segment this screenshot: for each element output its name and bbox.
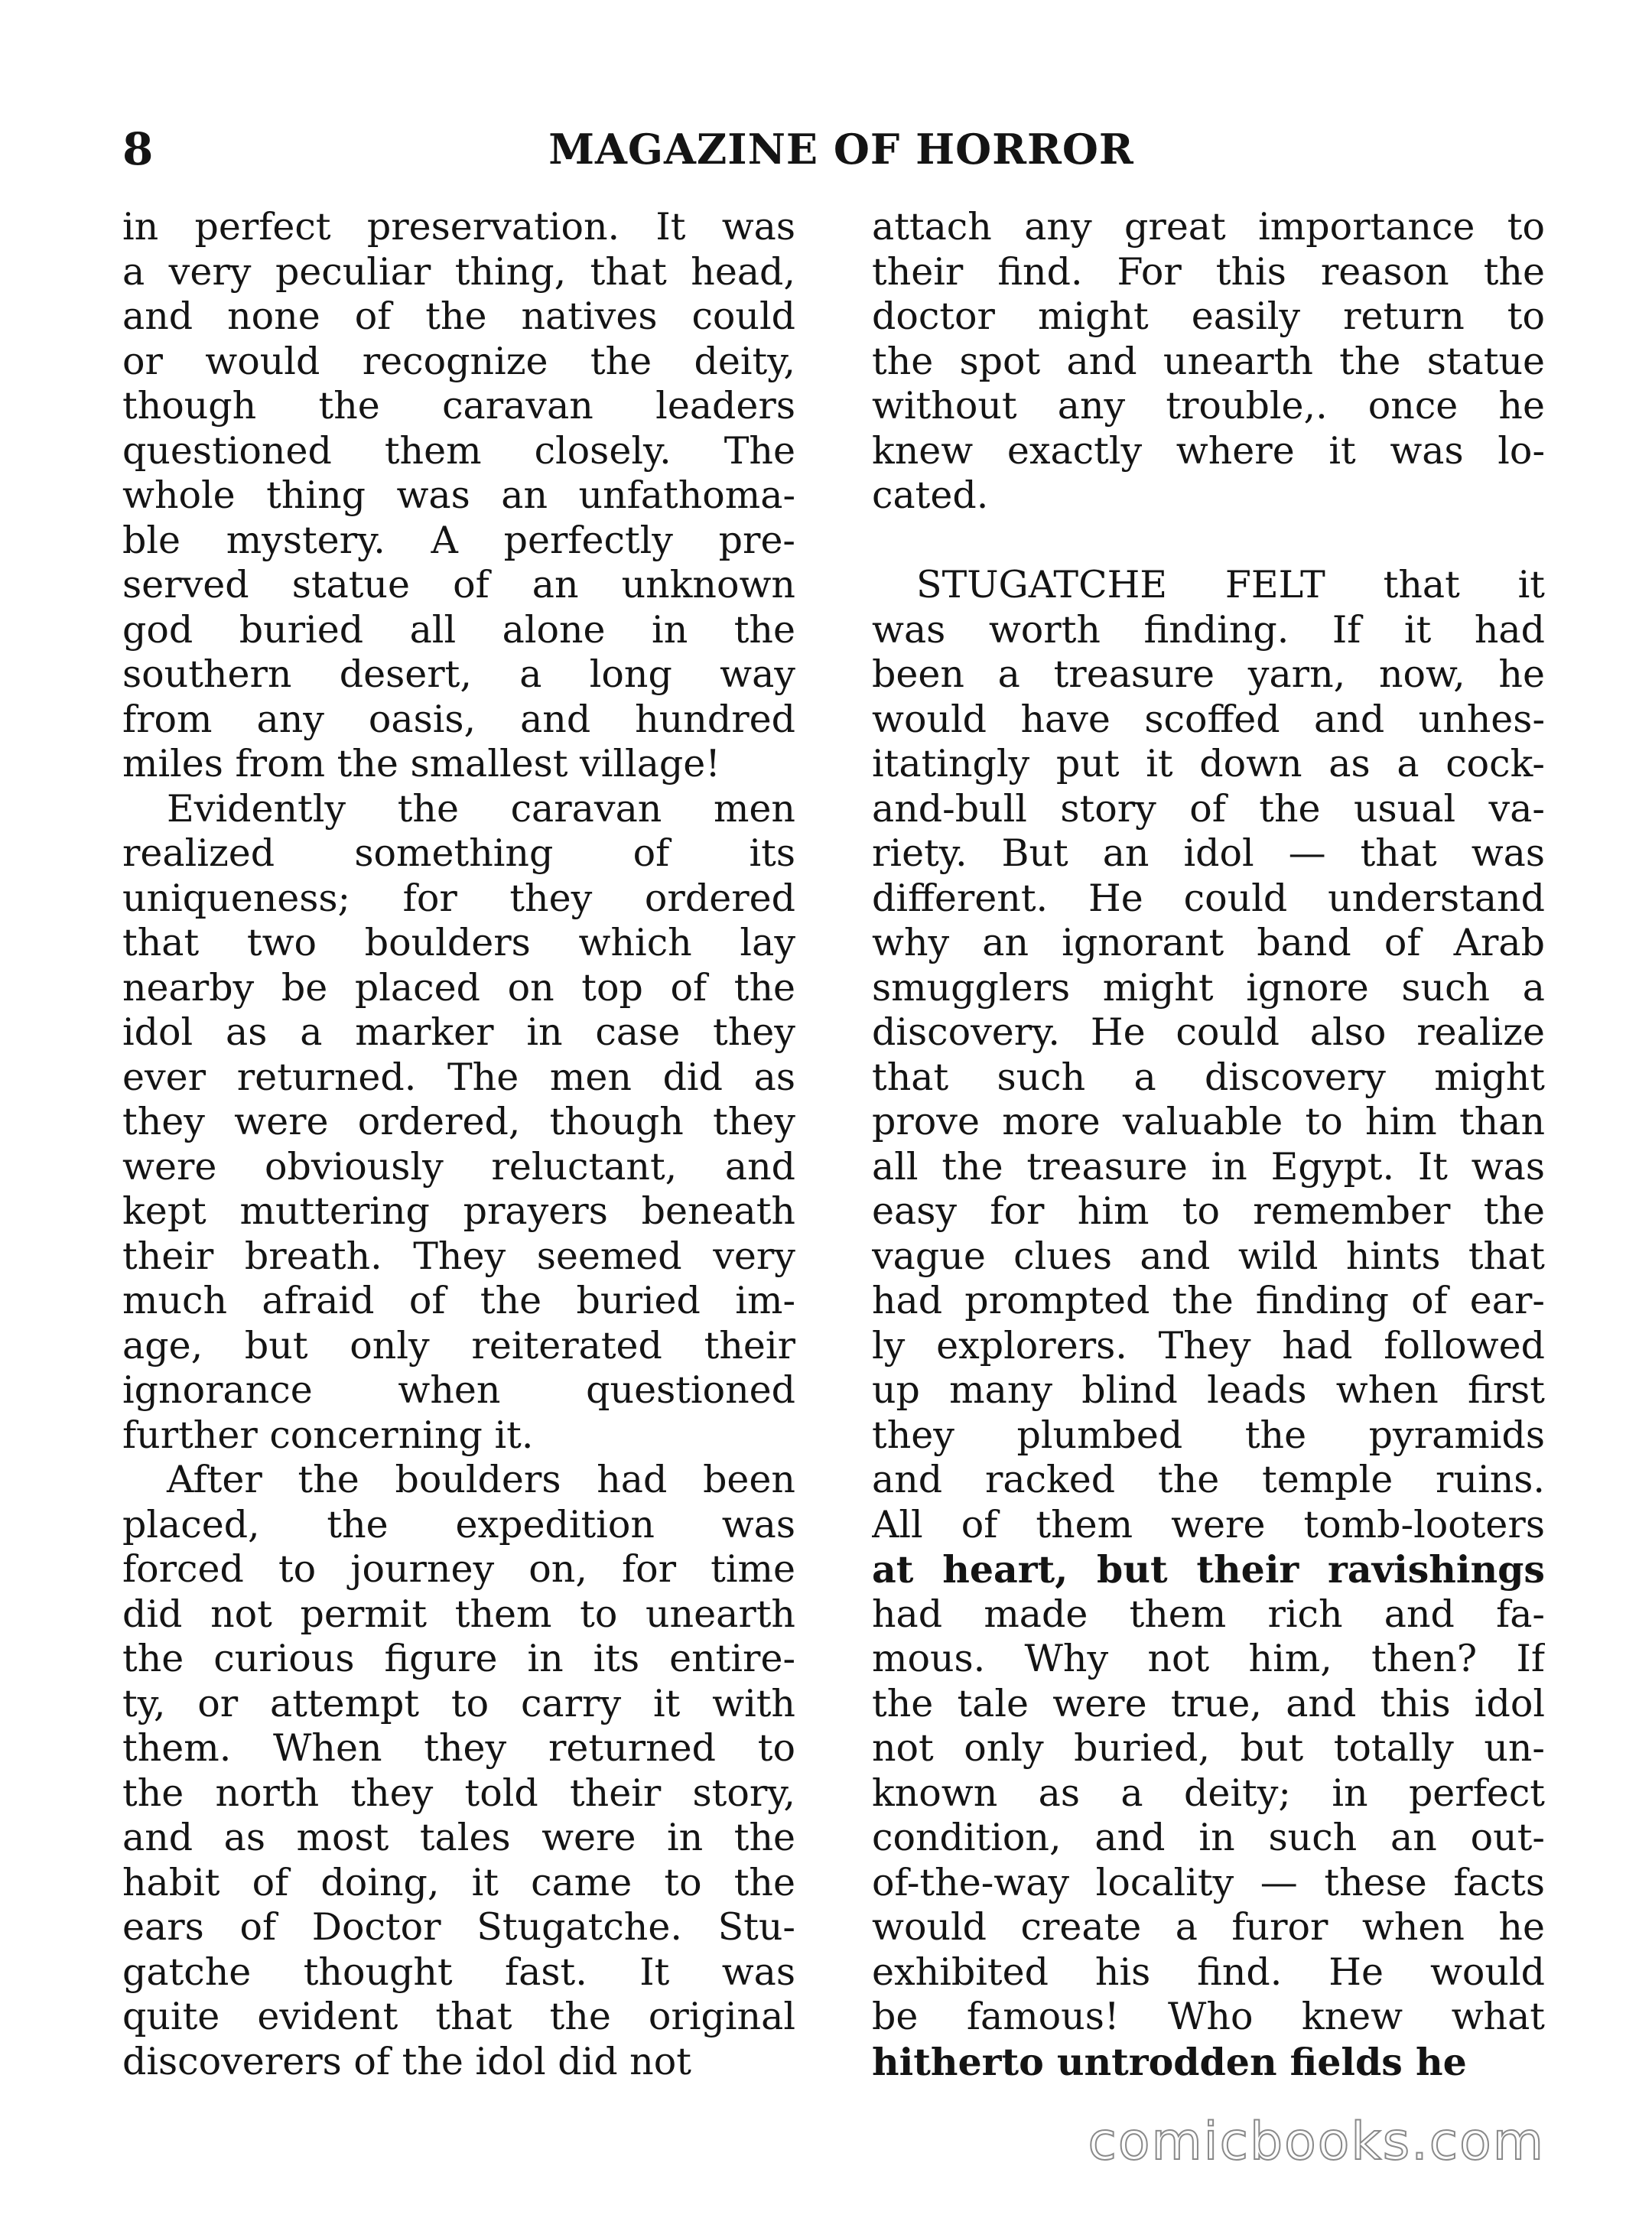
text-line: at heart, but their ravishings xyxy=(872,1547,1545,1592)
text-line: age, but only reiterated their xyxy=(122,1323,795,1368)
text-line: ly explorers. They had followed xyxy=(872,1323,1545,1368)
text-line: and none of the natives could xyxy=(122,294,795,338)
text-line: mous. Why not him, then? If xyxy=(872,1637,1545,1680)
text-line: doctor might easily return to xyxy=(872,294,1545,338)
text-line: discoverers of the idol did not xyxy=(122,2039,691,2083)
text-line: their breath. They seemed very xyxy=(122,1234,795,1278)
text-line: had made them rich and fa- xyxy=(872,1592,1545,1636)
text-line: of-the-way locality — these facts xyxy=(872,1860,1545,1904)
text-line: exhibited his find. He would xyxy=(872,1950,1545,1994)
watermark-logo: comicbooks.com xyxy=(1088,2112,1545,2172)
text-line: be famous! Who knew what xyxy=(872,1995,1545,2038)
text-line: forced to journey on, for time xyxy=(122,1547,795,1591)
text-line: in perfect preservation. It was xyxy=(122,205,795,249)
text-line: without any trouble,. once he xyxy=(872,384,1545,428)
text-line: southern desert, a long way xyxy=(122,652,795,696)
text-line: served statue of an unknown xyxy=(122,563,795,607)
text-line: they were ordered, though they xyxy=(122,1100,795,1143)
text-line: would create a furor when he xyxy=(872,1905,1545,1949)
text-line: vague clues and wild hints that xyxy=(872,1234,1545,1278)
page-header xyxy=(122,115,1560,184)
text-line: cated. xyxy=(872,473,989,517)
text-line: uniqueness; for they ordered xyxy=(122,876,795,920)
text-line: and as most tales were in the xyxy=(122,1816,795,1859)
text-line: habit of doing, it came to the xyxy=(122,1860,795,1904)
text-line: up many blind leads when first xyxy=(872,1368,1545,1412)
text-line: the tale were true, and this idol xyxy=(872,1681,1545,1725)
text-line: ble mystery. A perfectly pre- xyxy=(122,518,795,562)
text-line: the spot and unearth the statue xyxy=(872,339,1545,383)
text-line: ignorance when questioned xyxy=(122,1368,795,1412)
text-line: attach any great importance to xyxy=(872,205,1545,249)
text-line: discovery. He could also realize xyxy=(872,1010,1545,1054)
text-line: hitherto untrodden fields he xyxy=(872,2039,1467,2084)
text-line: been a treasure yarn, now, he xyxy=(872,652,1545,696)
text-line: their find. For this reason the xyxy=(872,249,1545,294)
text-line: them. When they returned to xyxy=(122,1726,795,1770)
text-line: miles from the smallest village! xyxy=(122,742,720,785)
text-line: questioned them closely. The xyxy=(122,428,795,473)
text-line: they plumbed the pyramids xyxy=(872,1413,1545,1457)
text-line: all the treasure in Egypt. It was xyxy=(872,1144,1545,1189)
text-line: whole thing was an unfathoma- xyxy=(122,473,795,517)
text-line: much afraid of the buried im- xyxy=(122,1279,795,1322)
text-line: gatche thought fast. It was xyxy=(122,1950,795,1994)
right-text-column xyxy=(872,205,1545,2084)
text-line: not only buried, but totally un- xyxy=(872,1726,1545,1770)
text-line: god buried all alone in the xyxy=(122,607,795,652)
text-line: the north they told their story, xyxy=(122,1771,795,1815)
text-line: STUGATCHE FELT that it xyxy=(916,563,1545,607)
text-line: why an ignorant band of Arab xyxy=(872,921,1545,964)
text-line: Evidently the caravan men xyxy=(167,786,795,831)
text-line: did not permit them to unearth xyxy=(122,1592,795,1636)
text-line: placed, the expedition was xyxy=(122,1502,795,1546)
left-text-column xyxy=(122,205,795,2084)
text-line: kept muttering prayers beneath xyxy=(122,1189,795,1233)
text-line xyxy=(872,519,1545,564)
text-line: ever returned. The men did as xyxy=(122,1055,795,1099)
text-line: known as a deity; in perfect xyxy=(872,1771,1545,1815)
text-line: was worth finding. If it had xyxy=(872,607,1545,652)
text-line: were obviously reluctant, and xyxy=(122,1144,795,1189)
text-line: the curious figure in its entire- xyxy=(122,1637,795,1680)
text-line: had prompted the finding of ear- xyxy=(872,1279,1545,1322)
text-line: prove more valuable to him than xyxy=(872,1100,1545,1143)
text-line: ears of Doctor Stugatche. Stu- xyxy=(122,1905,795,1949)
text-line: or would recognize the deity, xyxy=(122,339,795,383)
text-line: nearby be placed on top of the xyxy=(122,965,795,1010)
text-line: would have scoffed and unhes- xyxy=(872,697,1545,741)
text-line: All of them were tomb-looters xyxy=(872,1502,1545,1546)
text-line: a very peculiar thing, that head, xyxy=(122,249,795,294)
text-line: further concerning it. xyxy=(122,1413,534,1457)
text-line: that such a discovery might xyxy=(872,1055,1545,1099)
text-line: realized something of its xyxy=(122,831,795,875)
running-title: MAGAZINE OF HORROR xyxy=(548,125,1134,174)
text-line: riety. But an idol — that was xyxy=(872,831,1545,875)
text-line: knew exactly where it was lo- xyxy=(872,428,1545,473)
text-line: that two boulders which lay xyxy=(122,921,795,964)
text-line: ty, or attempt to carry it with xyxy=(122,1681,795,1725)
text-line: smugglers might ignore such a xyxy=(872,965,1545,1010)
text-line: condition, and in such an out- xyxy=(872,1816,1545,1859)
text-line: itatingly put it down as a cock- xyxy=(872,742,1545,785)
text-line: different. He could understand xyxy=(872,876,1545,920)
text-line: and-bull story of the usual va- xyxy=(872,786,1545,831)
text-line: and racked the temple ruins. xyxy=(872,1458,1545,1501)
text-line: idol as a marker in case they xyxy=(122,1010,795,1054)
page-number: 8 xyxy=(122,123,154,175)
text-line: easy for him to remember the xyxy=(872,1189,1545,1233)
text-line: though the caravan leaders xyxy=(122,384,795,428)
text-line: After the boulders had been xyxy=(167,1458,795,1501)
text-line: from any oasis, and hundred xyxy=(122,697,795,741)
text-line: quite evident that the original xyxy=(122,1995,795,2038)
